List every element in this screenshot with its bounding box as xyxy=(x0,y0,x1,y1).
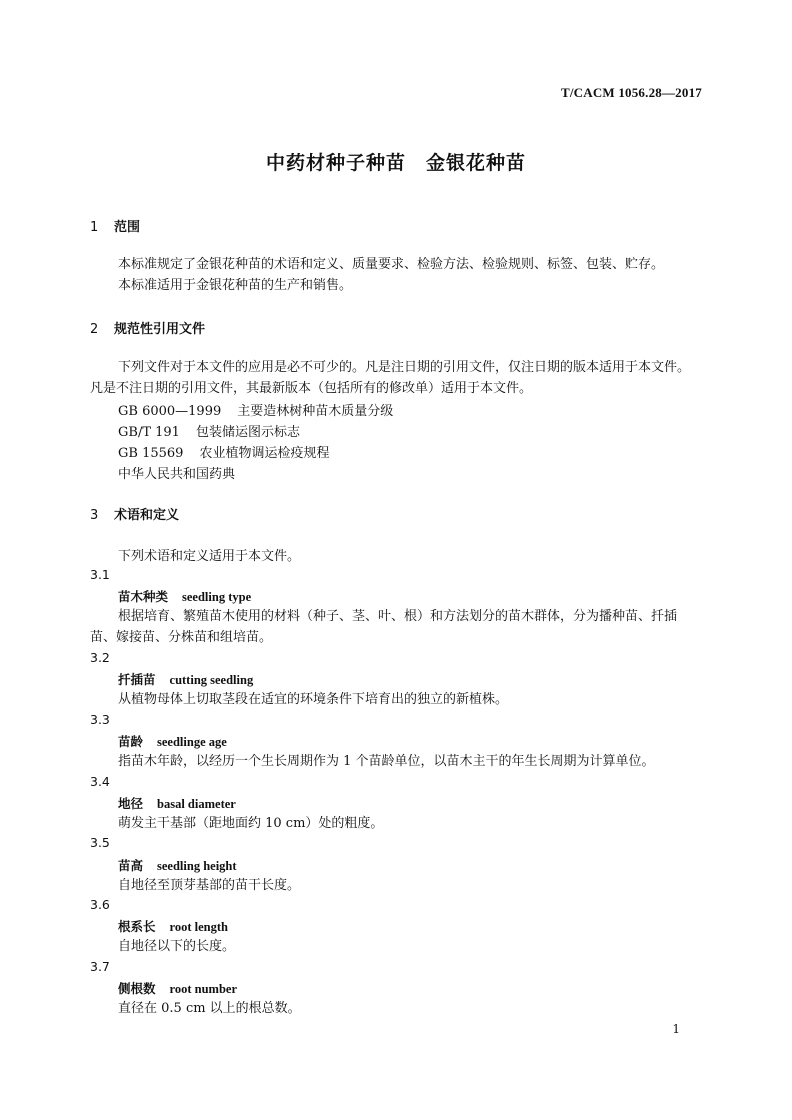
section-title: 术语和定义 xyxy=(114,508,180,523)
section-3-heading xyxy=(90,504,179,523)
term-heading xyxy=(118,670,253,688)
standard-code: T/CACM 1056.28—2017 xyxy=(560,85,702,100)
term-heading xyxy=(118,794,236,812)
term-number: 3.1 xyxy=(90,567,110,582)
term-heading xyxy=(118,587,251,605)
reference-name: 主要造林树种苗木质量分级 xyxy=(237,404,394,419)
term-zh: 侧根数 xyxy=(118,981,156,996)
term-number: 3.6 xyxy=(90,897,110,912)
term-number: 3.4 xyxy=(90,774,110,789)
reference-item xyxy=(118,400,393,419)
term-en: root length xyxy=(169,920,228,934)
references-intro: 下列文件对于本文件的应用是必不可少的。凡是注日期的引用文件，仅注日期的版本适用于本文件。凡是不注日期的引用文件，其最新版本（包括所有的修改单）适用于本文件。 xyxy=(90,360,691,396)
term-zh: 根系长 xyxy=(118,919,156,934)
reference-name: 包装储运图示标志 xyxy=(195,425,300,440)
term-definition: 萌发主干基部（距地面约 10 cm）处的粗度。 xyxy=(118,816,384,831)
term-number: 3.2 xyxy=(90,650,110,665)
term-number: 3.3 xyxy=(90,712,110,727)
term-zh: 苗高 xyxy=(118,858,144,873)
reference-item xyxy=(118,442,329,461)
scope-paragraph-1: 本标准规定了金银花种苗的术语和定义、质量要求、检验方法、检验规则、标签、包装、贮存。 xyxy=(118,257,665,272)
term-zh: 苗木种类 xyxy=(118,589,169,604)
reference-item xyxy=(118,421,300,440)
term-heading xyxy=(118,732,227,750)
section-number: 2 xyxy=(90,322,99,337)
section-2-heading xyxy=(90,318,205,337)
term-en: seedling type xyxy=(182,590,252,604)
section-number: 1 xyxy=(90,220,99,235)
term-heading xyxy=(118,856,237,874)
section-1-heading xyxy=(90,216,140,235)
reference-code: GB/T 191 xyxy=(118,425,180,440)
reference-item xyxy=(118,463,235,482)
terms-intro: 下列术语和定义适用于本文件。 xyxy=(118,549,301,564)
document-title: 中药材种子种苗 金银花种苗 xyxy=(265,152,526,174)
reference-code: GB 15569 xyxy=(118,446,184,461)
page-number: 1 xyxy=(672,1022,680,1036)
section-title: 规范性引用文件 xyxy=(114,322,206,337)
section-title: 范围 xyxy=(114,220,141,235)
term-zh: 扦插苗 xyxy=(118,672,156,687)
term-en: seedlinge age xyxy=(157,735,227,749)
section-number: 3 xyxy=(90,508,99,523)
term-definition: 从植物母体上切取茎段在适宜的环境条件下培育出的独立的新植株。 xyxy=(118,692,509,707)
term-heading xyxy=(118,917,228,935)
term-en: root number xyxy=(169,982,237,996)
term-zh: 苗龄 xyxy=(118,734,144,749)
reference-code: GB 6000—1999 xyxy=(118,404,222,419)
term-number: 3.5 xyxy=(90,835,110,850)
term-zh: 地径 xyxy=(118,796,144,811)
term-heading xyxy=(118,979,237,997)
term-en: seedling height xyxy=(157,859,237,873)
term-en: cutting seedling xyxy=(169,673,254,687)
term-definition: 自地径至顶芽基部的苗干长度。 xyxy=(118,878,301,893)
term-en: basal diameter xyxy=(157,797,236,811)
reference-name: 农业植物调运检疫规程 xyxy=(199,446,330,461)
reference-name: 中华人民共和国药典 xyxy=(118,467,236,482)
scope-paragraph-2: 本标准适用于金银花种苗的生产和销售。 xyxy=(118,278,353,293)
term-definition: 自地径以下的长度。 xyxy=(118,939,236,954)
term-definition: 根据培育、繁殖苗木使用的材料（种子、茎、叶、根）和方法划分的苗木群体，分为播种苗、扦插苗、嫁接苗、分株苗和组培苗。 xyxy=(90,609,678,645)
term-number: 3.7 xyxy=(90,959,110,974)
term-definition: 直径在 0.5 cm 以上的根总数。 xyxy=(118,1001,301,1016)
term-definition: 指苗木年龄，以经历一个生长周期作为 1 个苗龄单位，以苗木主干的年生长周期为计算单位。 xyxy=(118,754,655,769)
